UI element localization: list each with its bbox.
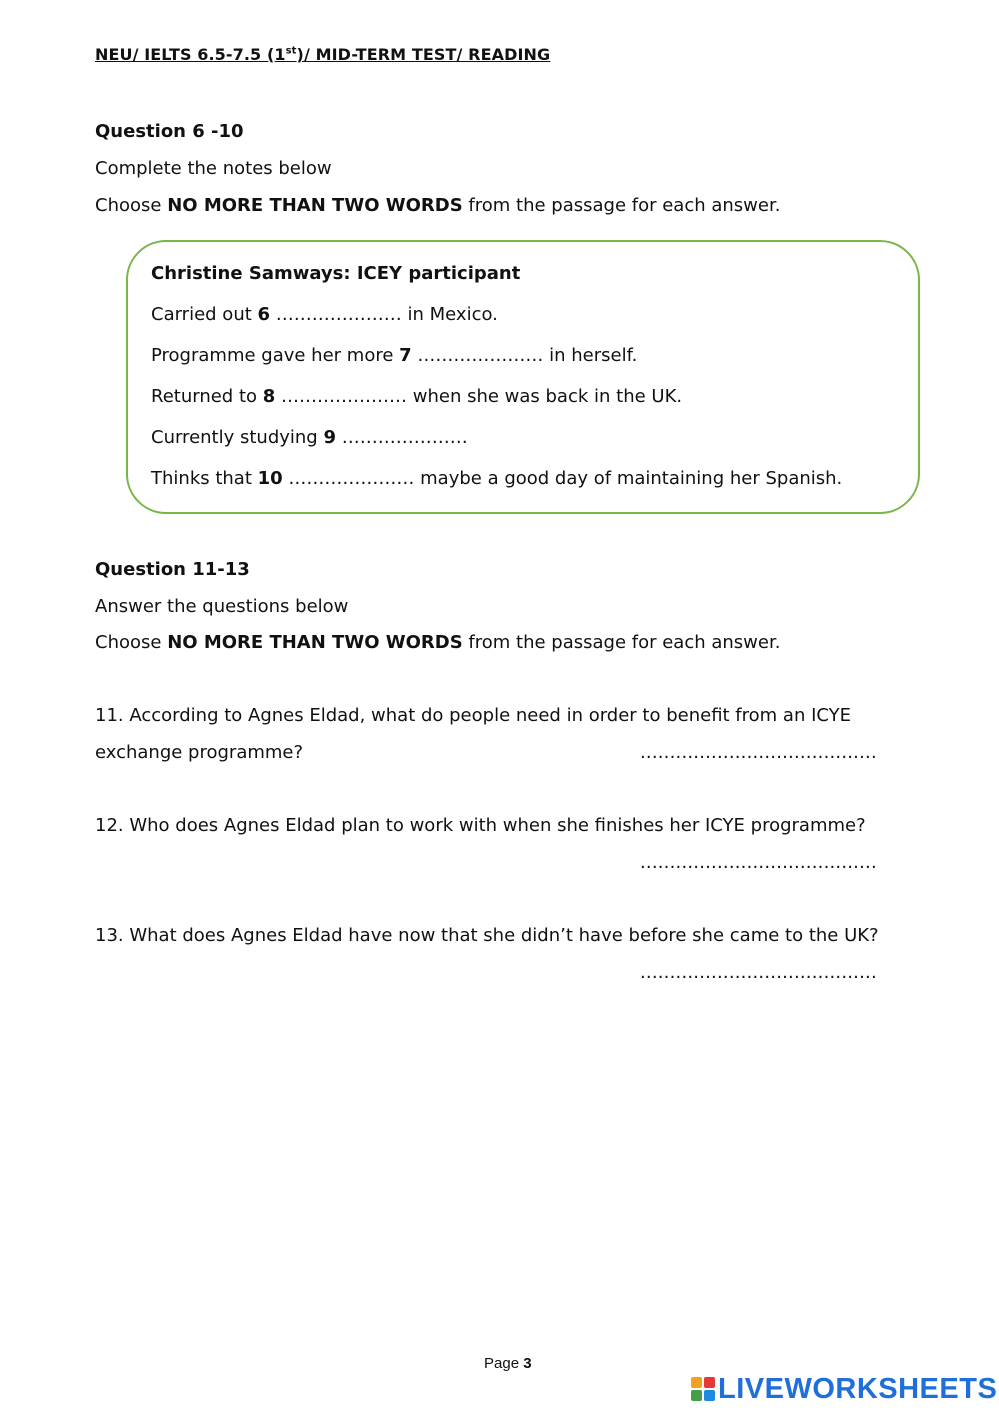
answer-line-11[interactable]: ........................................ [640,742,877,763]
page-number: Page 3 [484,1355,532,1372]
note-item-7: Programme gave her more 7 ………………… in herself. [151,345,638,366]
note-item-6: Carried out 6 ………………… in Mexico. [151,304,498,325]
section-choose-11-13: Choose NO MORE THAN TWO WORDS from the passage for each answer. [95,632,781,653]
liveworksheets-brand [690,1374,997,1404]
answer-line-13[interactable]: ........................................ [640,962,877,983]
document-header: NEU/ IELTS 6.5-7.5 (1st)/ MID-TERM TEST/ READING [95,45,551,64]
section-instruction-11-13: Answer the questions below [95,596,349,617]
section-title-11-13: Question 11-13 [95,559,250,580]
question-11-text-cont: exchange programme? [95,742,304,763]
note-item-10: Thinks that 10 ………………… maybe a good day of maintaining her Spanish. [151,468,843,489]
note-item-8: Returned to 8 ………………… when she was back in the UK. [151,386,683,407]
question-13-text: 13. What does Agnes Eldad have now that she didn’t have before she came to the UK? [95,925,879,946]
liveworksheets-logo-icon [690,1376,716,1402]
liveworksheets-wordmark: LIVEWORKSHEETS [718,1372,998,1405]
answer-blank-6[interactable]: ………………… [270,304,408,325]
section-instruction-6-10: Complete the notes below [95,158,332,179]
answer-blank-10[interactable]: ………………… [282,468,421,489]
section-choose-6-10: Choose NO MORE THAN TWO WORDS from the passage for each answer. [95,195,781,216]
question-12-text: 12. Who does Agnes Eldad plan to work with when she finishes her ICYE programme? [95,815,866,836]
answer-blank-9[interactable]: ………………… [336,427,468,448]
answer-blank-7[interactable]: ………………… [411,345,550,366]
answer-blank-8[interactable]: ………………… [275,386,413,407]
question-11-text: 11. According to Agnes Eldad, what do people need in order to benefit from an ICYE [95,705,852,726]
notes-title: Christine Samways: ICEY participant [151,263,521,284]
section-title-6-10: Question 6 -10 [95,121,244,142]
note-item-9: Currently studying 9 ………………… [151,427,468,448]
answer-line-12[interactable]: ........................................ [640,852,877,873]
